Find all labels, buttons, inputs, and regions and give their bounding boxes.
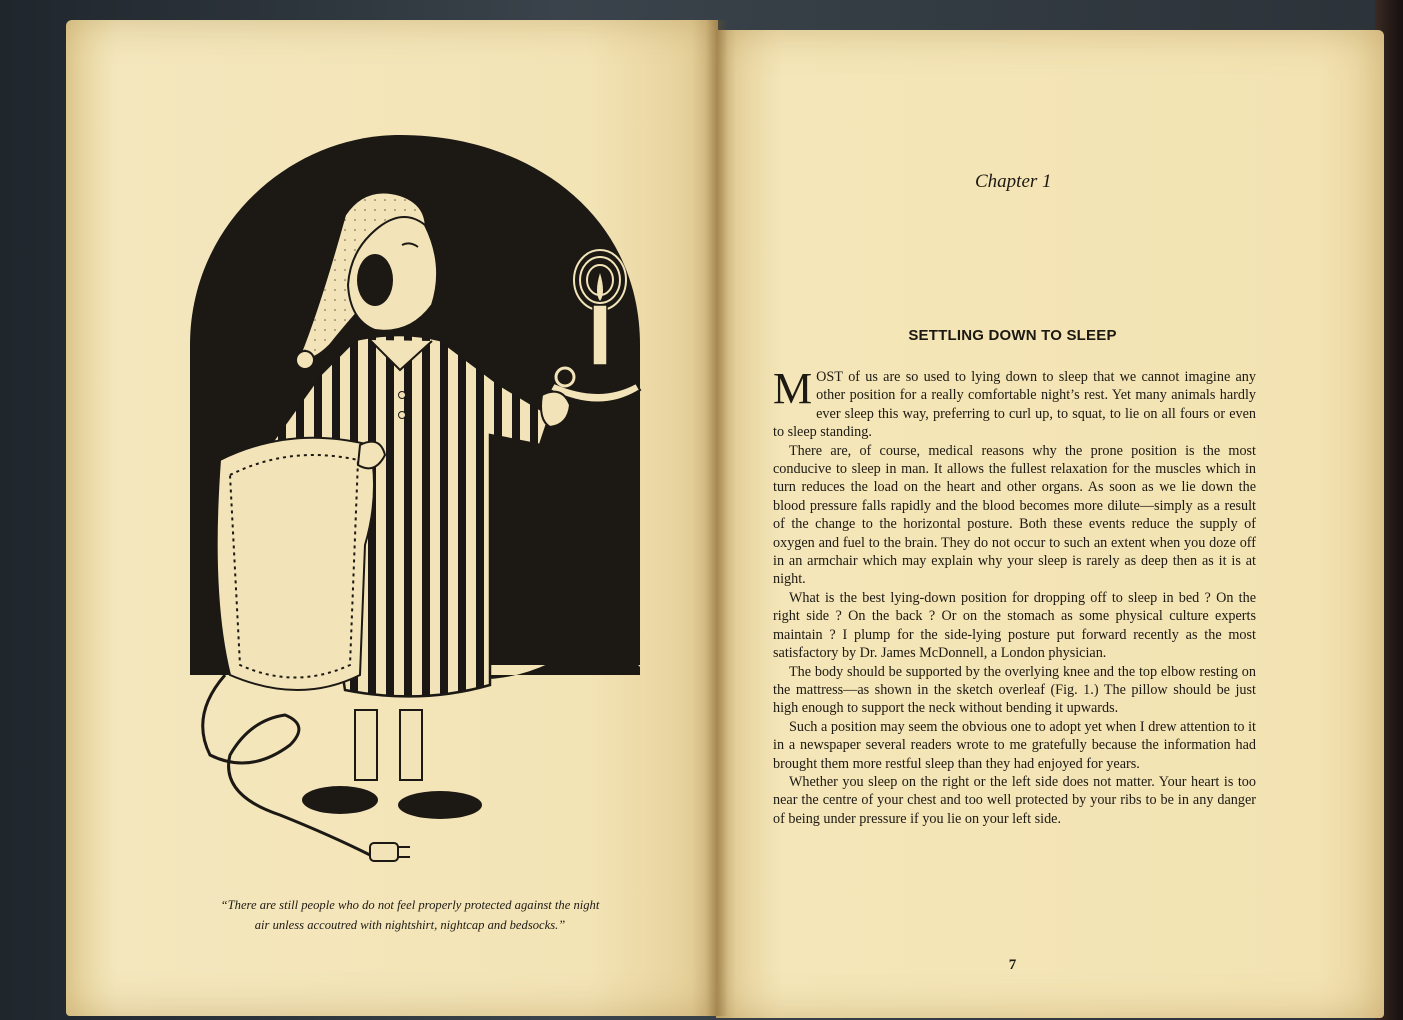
right-sock	[400, 710, 422, 780]
paragraph: Whether you sleep on the right or the left side does not matter. Your heart is too near the centre of your chest and too well protected by your ribs to be in any danger of being under pressure if you lie on your left side.	[773, 773, 1256, 827]
illustration-caption	[150, 895, 670, 935]
caption-line: “There are still people who do not feel properly protected against the night	[220, 898, 600, 912]
drop-cap: M	[773, 364, 813, 413]
chapter-heading: SETTLING DOWN TO SLEEP	[908, 327, 1117, 344]
left-sock	[355, 710, 377, 780]
chapter-body	[773, 364, 1256, 828]
right-slipper	[398, 791, 482, 819]
paragraph: What is the best lying-down position for dropping off to sleep in bed ? On the right side ? On the back ? Or on the stomach as some physical culture experts maintain ? I plump for the side-lying posture put forward recently as the most satisfactory by Dr. James McDonnell, a London physician.	[773, 589, 1256, 662]
plug	[370, 843, 398, 861]
paragraph: Such a position may seem the obvious one to adopt yet when I drew attention to it in a newspaper several readers wrote to me gratefully because the information had brought them more restful sleep than they had enjoyed for years.	[773, 718, 1256, 772]
paragraph: The body should be supported by the overlying knee and the top elbow resting on the mattress—as shown in the sketch overleaf (Fig. 1.) The pillow should be just high enough to support the neck without bending it upwards.	[773, 663, 1256, 717]
electric-cord	[203, 675, 370, 855]
yawning-mouth	[357, 254, 393, 306]
opening-smallcaps: OST	[816, 369, 843, 385]
nightshirt-man-illustration	[170, 115, 650, 875]
left-slipper	[302, 786, 378, 814]
book-gutter	[706, 20, 728, 1016]
caption-line: air unless accoutred with nightshirt, nightcap and bedsocks.”	[254, 918, 566, 932]
paragraph	[773, 364, 1256, 442]
paragraph: There are, of course, medical reasons why the prone position is the most conducive to sleep in man. It allows the fullest relaxation for the muscles which in turn reduces the load on the heart and other organs. As soon as we lie down the blood pressure falls rapidly and the blood becomes more dilute—simply as a result of the change to the horizontal posture. Both these events reduce the supply of oxygen and fuel to the brain. They do not occur to such an extent when you doze off in an armchair which may explain why your sleep is rarely as deep then as it is at night.	[773, 442, 1256, 588]
candle-stick	[593, 305, 607, 365]
chapter-title: Chapter 1	[975, 171, 1052, 192]
paragraph-text: of us are so used to lying down to sleep that we cannot imagine any other position for a really comfortable night’s rest. Yet many animals hardly ever sleep this way, preferring to curl up, to squat, to lie on all fours or even to sleep standing.	[773, 369, 1256, 441]
page-number: 7	[1008, 957, 1017, 973]
